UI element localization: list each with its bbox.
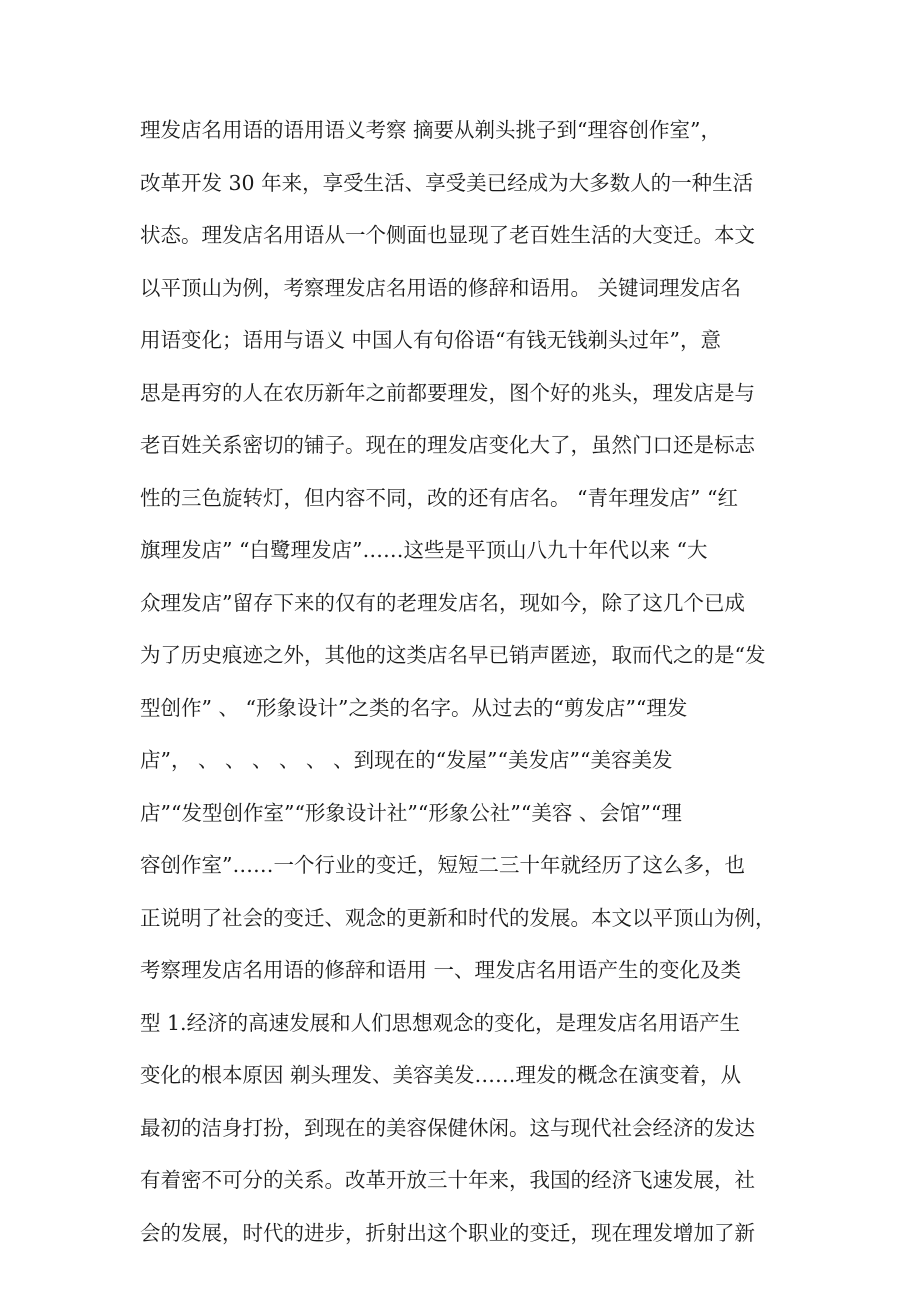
text-line: 众理发店”留存下来的仅有的老理发店名，现如今，除了这几个已成 — [140, 590, 745, 615]
text-line: 旗理发店” “白鹭理发店”……这些是平顶山八九十年代以来 “大 — [140, 538, 708, 562]
text-line: 用语变化；语用与语义 中国人有句俗语“有钱无钱剃头过年”，意 — [140, 328, 721, 352]
text-line: 老百姓关系密切的铺子。现在的理发店变化大了，虽然门口还是标志 — [140, 433, 755, 457]
text-line: 为了历史痕迹之外，其他的这类店名早已销声匿迹，取而代之的是“发 — [140, 643, 766, 667]
text-line: 最初的洁身打扮，到现在的美容保健休闲。这与现代社会经济的发达 — [140, 1115, 755, 1140]
text-line: 有着密不可分的关系。改革开放三十年来，我国的经济飞速发展，社 — [140, 1168, 755, 1192]
text-line: 正说明了社会的变迁、观念的更新和时代的发展。本文以平顶山为例， — [140, 905, 776, 930]
text-line: 考察理发店名用语的修辞和语用 一、理发店名用语产生的变化及类 — [140, 958, 742, 982]
text-line: 店”， 、 、 、 、 、 、到现在的“发屋”“美发店”“美容美发 — [140, 748, 673, 772]
text-line: 思是再穷的人在农历新年之前都要理发，图个好的兆头，理发店是与 — [140, 380, 755, 405]
text-line: 理发店名用语的语用语义考察 摘要从剃头挑子到“理容创作室”， — [140, 118, 721, 142]
text-line: 性的三色旋转灯，但内容不同，改的还有店名。 “青年理发店” “红 — [140, 485, 738, 510]
text-line: 型 1.经济的高速发展和人们思想观念的变化，是理发店名用语产生 — [140, 1010, 741, 1035]
text-line: 变化的根本原因 剃头理发、美容美发……理发的概念在演变着，从 — [140, 1063, 742, 1087]
body-text — [140, 104, 790, 1259]
text-line: 改革开发 30 年来，享受生活、享受美已经成为大多数人的一种生活 — [140, 170, 754, 195]
text-line: 型创作” 、 “形象设计”之类的名字。从过去的“剪发店”“理发 — [140, 695, 688, 720]
text-line: 状态。理发店名用语从一个侧面也显现了老百姓生活的大变迁。本文 — [140, 223, 755, 247]
text-line: 会的发展，时代的进步，折射出这个职业的变迁，现在理发增加了新 — [140, 1220, 755, 1245]
text-line: 店”“发型创作室”“形象设计社”“形象公社”“美容 、会馆”“理 — [140, 800, 682, 825]
text-line: 容创作室”……一个行业的变迁，短短二三十年就经历了这么多，也 — [140, 853, 745, 877]
text-line: 以平顶山为例，考察理发店名用语的修辞和语用。 关键词理发店名 — [140, 275, 742, 300]
